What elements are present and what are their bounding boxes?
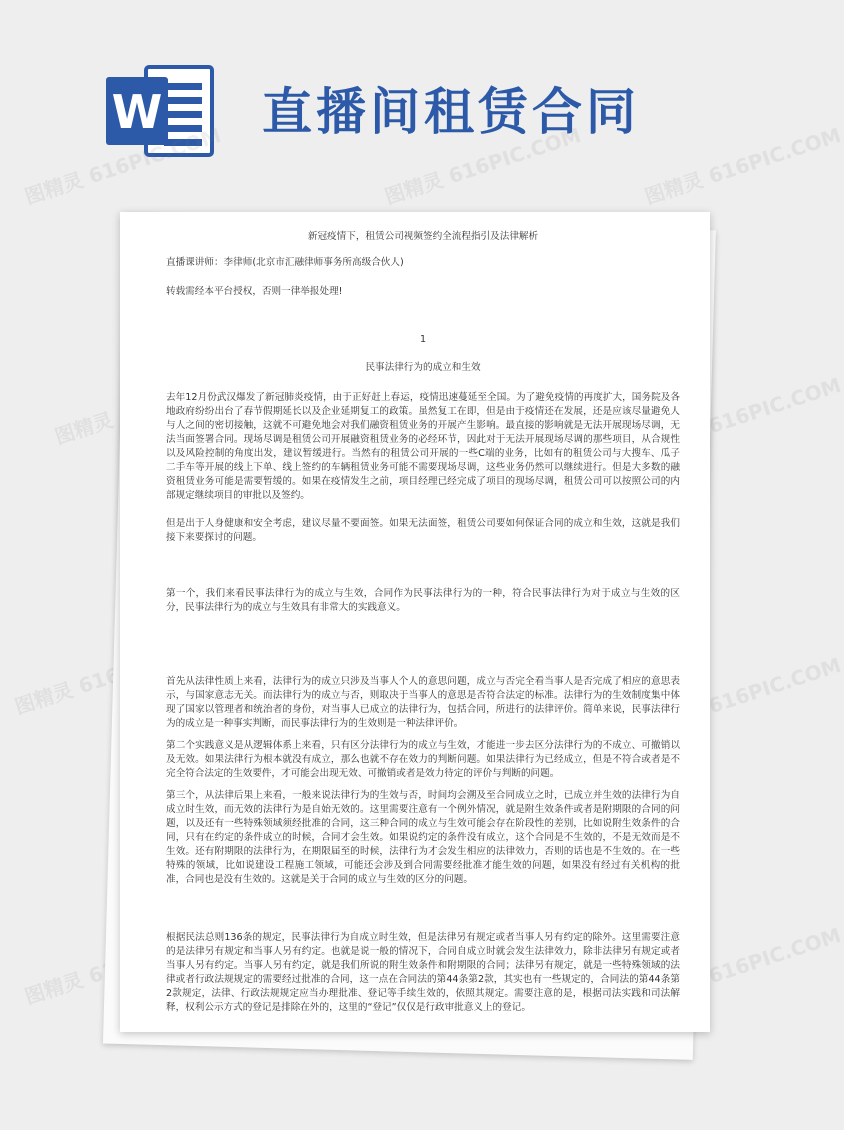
watermark: 图精灵 616PIC.COM (641, 372, 844, 459)
watermark: 图精灵 (11, 677, 77, 719)
page-title: 直播间租赁合同 (262, 82, 640, 141)
header-banner (0, 0, 800, 200)
paragraph: 首先从法律性质上来看，法律行为的成立只涉及当事人个人的意思问题，成立与否完全看当事人是否完成了相应的意思表示，与国家意志无关。而法律行为的成立与否，则取决于当事人的意思是否符合法定的标准。法律行为的生效制度集中体现了国家以管理者和统治者的身份，对当事人已成立的法律行为，包括合同，所进行的法律评价。简单来说，民事法律行为的成立是一种事实判断，而民事法律行为的生效则是一种法律评价。 (166, 676, 680, 729)
watermark: 图精灵 (21, 967, 87, 1009)
lecturer-line: 直播课讲师：李律师(北京市汇融律师事务所高级合伙人) (166, 257, 404, 268)
section-title: 民事法律行为的成立和生效 (365, 362, 481, 373)
paragraph: 第二个实践意义是从逻辑体系上来看，只有区分法律行为的成立与生效，才能进一步去区分法律行为的不成立、可撤销以及无效。如果法律行为根本就没有成立，那么也就不存在效力的判断问题。如果法律行为已经成立，但是不符合或者是不完全符合法定的生效要件，才可能会出现无效、可撤销或者是效力待定的评价与判断的问题。 (166, 740, 680, 779)
word-logo-letter: W (111, 85, 163, 139)
word-document-icon (106, 63, 218, 159)
watermark: 图精灵 616PIC.COM (641, 652, 844, 739)
doc-heading: 新冠疫情下，租赁公司视频签约全流程指引及法律解析 (307, 231, 539, 242)
paragraph: 第三个，从法律后果上来看，一般来说法律行为的生效与否，时间均会溯及至合同成立之时，已成立并生效的法律行为自成立时生效，而无效的法律行为是自始无效的。这里需要注意有一个例外情况，就是附生效条件或者是附期限的合同的问题，以及还有一些特殊领域须经批准的合同，这三种合同的成立与生效可能会存在阶段性的差别，比如说附生效条件的合同，只有在约定的条件成立的时候，合同才会生效。如果说约定的条件没有成立，这个合同是不生效的，不是无效而是不生效。还有附期限的法律行为，在期限届至的时候，法律行为才会发生相应的法律效力，否则的话也是不生效的。在一些特殊的领域，比如说建设工程施工领域，可能还会涉及到合同需要经批准才能生效的问题，如果没有经过有关机构的批准，合同也是没有生效的。这就是关于合同的成立与生效的区分的问题。 (166, 790, 680, 885)
paragraph: 但是出于人身健康和安全考虑，建议尽量不要面签。如果无法面签，租赁公司要如何保证合同的成立和生效，这就是我们接下来要探讨的问题。 (166, 518, 680, 543)
paragraph: 去年12月份武汉爆发了新冠肺炎疫情，由于正好赶上春运，疫情迅速蔓延至全国。为了避免疫情的再度扩大，国务院及各地政府纷纷出台了春节假期延长以及企业延期复工的政策。虽然复工在即，但是由于疫情还在发展，还是应该尽量避免人与人之间的密切接触，这就不可避免地会对我们融资租赁业务的开展产生影响。最直接的影响就是无法开展现场尽调，无法当面签署合同。现场尽调是租赁公司开展融资租赁业务的必经环节，因此对于无法开展现场尽调的那些项目，从合规性以及风险控制的角度出发，建议暂缓进行。当然有的租赁公司开展的一些C端的业务，比如有的租赁公司与大搜车、瓜子二手车等开展的线上下单、线上签约的车辆租赁业务可能不需要现场尽调，这些业务仍然可以继续进行。但是大多数的融资租赁业务可能是需要暂缓的。如果在疫情发生之前，项目经理已经完成了项目的现场尽调，租赁公司可以按照公司的内部规定继续项目的审批以及签约。 (166, 392, 680, 501)
page-number: 1 (419, 334, 427, 345)
paragraph: 第一个，我们来看民事法律行为的成立与生效，合同作为民事法律行为的一种，符合民事法律行为对于成立与生效的区分，民事法律行为的成立与生效具有非常大的实践意义。 (166, 588, 680, 613)
watermark: 图精灵 616PIC.COM (641, 922, 844, 1009)
document-page (120, 212, 710, 1032)
watermark: 图精灵 (51, 407, 117, 449)
paragraph: 根据民法总则136条的规定，民事法律行为自成立时生效，但是法律另有规定或者当事人另有约定的除外。这里需要注意的是法律另有规定和当事人另有约定。也就是说一般的情况下，合同自成立时就会发生法律效力，除非法律另有规定或者当事人另有约定。当事人另有约定，就是我们所说的附生效条件和附期限的合同；法律另有规定，就是一些特殊领域的法律或者行政法规规定的需要经过批准的合同，这一点在合同法的第44条第2款，其实也有一些规定的，合同法的第44条第2款规定，法律、行政法规规定应当办理批准、登记等手续生效的，依照其规定。需要注意的是，根据司法实践和司法解释，权利公示方式的登记是排除在外的，这里的“登记”仅仅是行政审批意义上的登记。 (166, 932, 680, 1013)
copyright-notice: 转载需经本平台授权，否则一律举报处理! (166, 286, 343, 297)
